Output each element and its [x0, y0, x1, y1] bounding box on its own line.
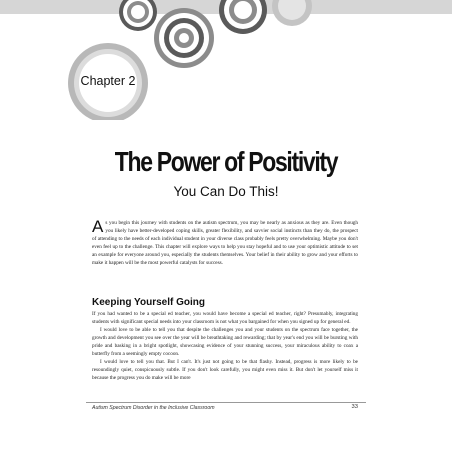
intro-text: s you begin this journey with students on the autism spectrum, you may be nearly as anxious as they are. Even though you likely have better-developed coping skills, greater flexibility, and savvier social instincts than they do, the prospect of attending to the needs of each individual student in your diverse class probably feels pretty overwhelming. Maybe you don't even feel up to the challenge. This chapter will explore ways to help you stay hopeful and to use your optimistic attitude to set an example for everyone around you, especially the students themselves. Your belief in their ability to grow and your efforts to make it happen will be the most powerful catalysts for success. — [92, 220, 358, 266]
ring-center — [154, 8, 214, 68]
section-paragraph: If you had wanted to be a special ed teacher, you would have become a special ed teacher, right? Presumably, integrating students with significant special needs into your classroom is not what you bargained for when you signed up for general ed. — [92, 311, 358, 325]
intro-paragraph — [92, 219, 358, 267]
chapter-title: The Power of Positivity — [114, 146, 338, 177]
footer-divider — [86, 402, 366, 403]
section-body — [92, 310, 358, 382]
section-heading: Keeping Yourself Going — [92, 297, 205, 308]
ring-small-right — [219, 0, 267, 34]
decorative-circles — [0, 0, 452, 120]
section-paragraph: I would love to tell you that. But I can't. It's just not going to be that flashy. Instead, progress is more likely to be resoundingly quiet, conspicuously subtle. If you don't look carefully, you might even miss it. But don't let yourself miss it because the progress you do make will be more — [92, 359, 358, 381]
chapter-subtitle: You Can Do This! — [173, 184, 279, 199]
ring-light-right — [272, 0, 312, 26]
drop-cap: A — [92, 217, 104, 236]
section-paragraph: I would love to be able to tell you that despite the challenges you and your students on the spectrum face together, the growth and development you see over the year will be breathtaking and rewarding; that by year's end you will be bursting with pride and basking in a bright spotlight, showcasing evidence of your stunning success, your miraculous ability to coax a butterfly from a seemingly empty cocoon. — [92, 327, 358, 357]
page-number: 33 — [351, 404, 358, 410]
ring-small-left — [119, 0, 157, 31]
footer-book-title: Autism Spectrum Disorder in the Inclusive Classroom — [92, 405, 215, 411]
chapter-label: Chapter 2 — [80, 74, 136, 88]
